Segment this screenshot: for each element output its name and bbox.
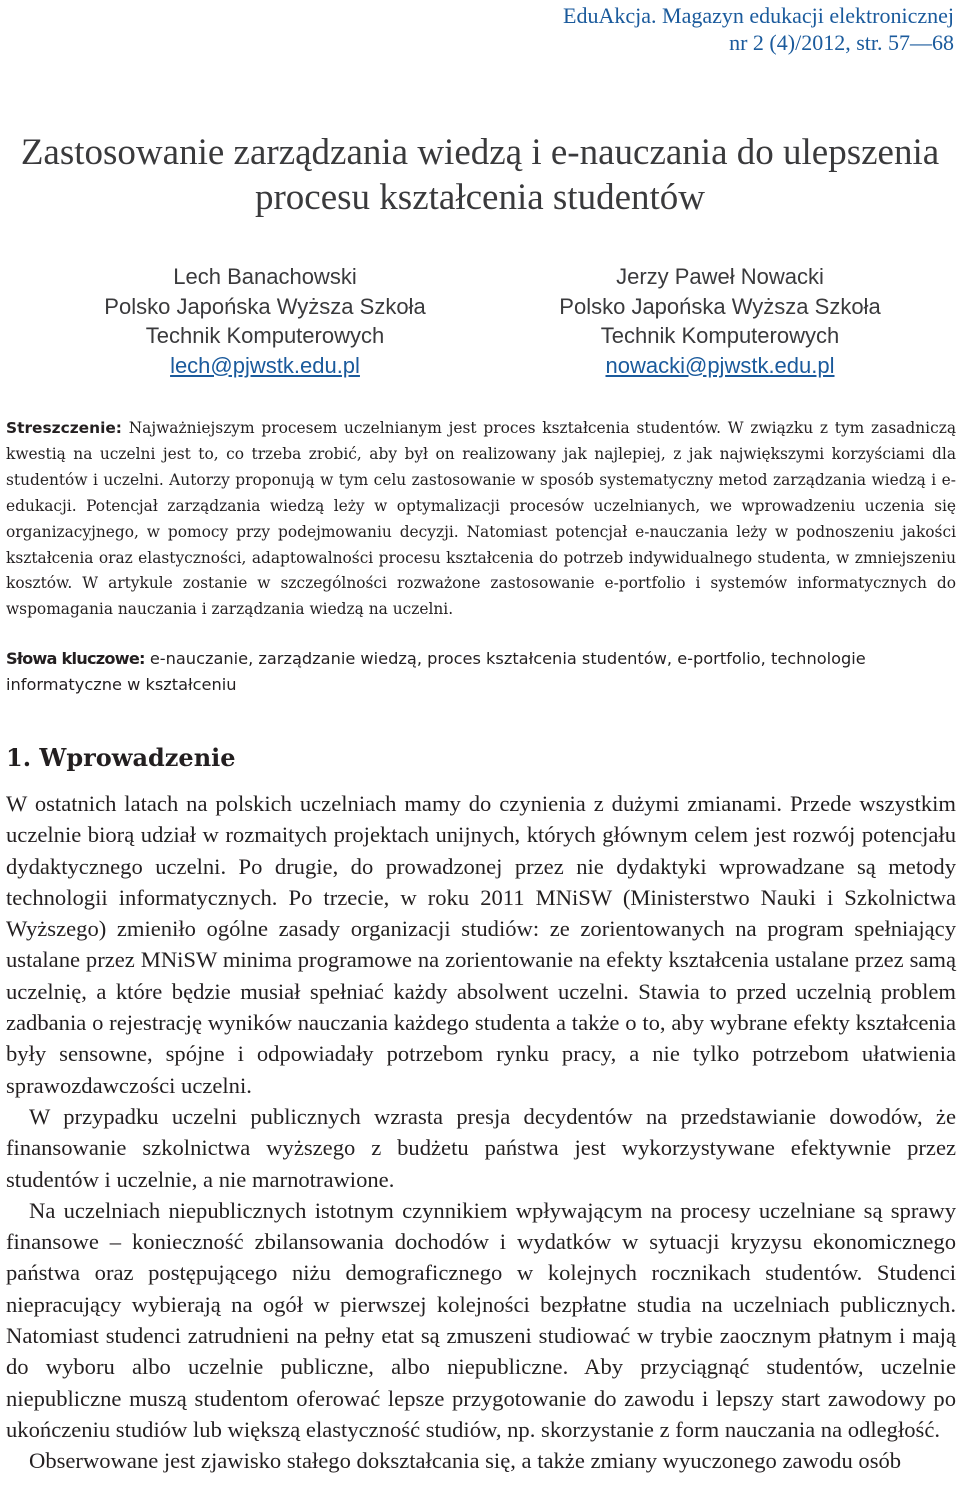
- author-email-link[interactable]: nowacki@pjwstk.edu.pl: [605, 352, 835, 378]
- author-email-link[interactable]: lech@pjwstk.edu.pl: [170, 352, 360, 378]
- author-block-1: [55, 262, 475, 380]
- body-paragraph: W ostatnich latach na polskich uczelniach mamy do czynienia z dużymi zmianami. Przede wszystkim uczelnie biorą udział w rozmaitych projektach unijnych, których głównym celem jest rozwój potencjału dydaktycznego uczelni. Po drugie, do prowadzonej przez nie dydaktyki wprowadzane są metody technologii informatycznych. Po trzecie, w roku 2011 MNiSW (Ministerstwo Nauki i Szkolnictwa Wyższego) zmieniło ogólne zasady organizacji studiów: ze zorientowanych na program spełniający ustalane przez MNiSW minima programowe na zorientowanie na efekty kształcenia ustalane przez samą uczelnię, a które będzie musiał spełniać każdy absolwent uczelni. Stawia to przed uczelnią problem zadbania o rejestrację wyników nauczania każdego studenta a także o to, aby wybrane efekty kształcenia były sensowne, spójne i odpowiadały potrzebom rynku pracy, a nie tylko potrzebom ułatwienia sprawozdawczości uczelni.: [6, 791, 956, 1098]
- author-block-2: [510, 262, 930, 380]
- abstract-text: Najważniejszym procesem uczelnianym jest proces kształcenia studentów. W związku z tym zasadniczą kwestią na uczelni jest to, co trzeba zrobić, aby był on realizowany jak najlepiej, z jak największymi korzyściami dla studentów i uczelni. Autorzy proponują w tym celu zastosowanie w sposób systematyczny metod zarządzania wiedzą i e-edukacji. Potencjał zarządzania wiedzą leży w optymalizacji procesów uczelnianych, we wprowadzeniu uczenia się organizacyjnego, w pomocy przy podejmowaniu decyzji. Natomiast potencjał e-nauczania leży w podnoszeniu jakości kształcenia oraz elastyczności, adaptowalności procesu kształcenia do potrzeb indywidualnego studenta, w zmniejszeniu kosztów. W artykule zostanie w szczególności rozważone zastosowanie e-portfolio i systemów informatycznych do wspomagania nauczania i zarządzania wiedzą na uczelni.: [6, 419, 956, 619]
- paper-title-line-2: procesu kształcenia studentów: [254, 177, 706, 218]
- author-affiliation: Technik Komputerowych: [145, 323, 385, 348]
- journal-header: [563, 2, 954, 56]
- author-affiliation: Polsko Japońska Wyższa Szkoła: [559, 293, 881, 319]
- body-paragraph: Obserwowane jest zjawisko stałego dokształcania się, a także zmiany wyuczonego zawodu osób: [29, 1448, 902, 1474]
- body-paragraph: W przypadku uczelni publicznych wzrasta presja decydentów na przedstawianie dowodów, że finansowanie szkolnictwa wyższego z budżetu państwa jest wykorzystywane efektywnie przez studentów i uczelnie, a nie marnotrawione.: [6, 1103, 956, 1192]
- abstract: [6, 416, 956, 623]
- keywords-text: e-nauczanie, zarządzanie wiedzą, proces kształcenia studentów, e-portfolio, technologie informatyczne w kształceniu: [6, 649, 866, 694]
- body-paragraph: Na uczelniach niepublicznych istotnym czynnikiem wpływającym na procesy uczelniane są sprawy finansowe – konieczność zbilansowania dochodów i wydatków w sytuacji kryzysu ekonomicznego państwa oraz postępującego niżu demograficznego w kolejnych rocznikach studentów. Studenci niepracujący wybierają na ogół w pierwszej kolejności bezpłatne studia na uczelniach publicznych. Natomiast studenci zatrudnieni na pełny etat są zmuszeni studiować w trybie zaocznym płatnym i mają do wyboru albo uczelnie publiczne, albo niepubliczne. Aby przyciągnąć studentów, uczelnie niepubliczne muszą studentom oferować lepsze przygotowanie do zawodu i lepszy start zawodowy po ukończeniu studiów lub większą elastyczność studiów, np. skorzystanie z form nauczania na odległość.: [6, 1197, 956, 1442]
- section-body: [6, 788, 956, 1477]
- author-name: Lech Banachowski: [173, 264, 357, 289]
- author-affiliation: Polsko Japońska Wyższa Szkoła: [104, 293, 426, 319]
- journal-name: EduAkcja. Magazyn edukacji elektronicznej: [563, 3, 954, 28]
- author-name: Jerzy Paweł Nowacki: [616, 264, 824, 289]
- keywords-label: Słowa kluczowe:: [6, 649, 145, 668]
- paper-title: [0, 130, 960, 220]
- author-affiliation: Technik Komputerowych: [600, 323, 840, 348]
- journal-issue-pages: nr 2 (4)/2012, str. 57—68: [729, 30, 954, 55]
- paper-title-line-1: Zastosowanie zarządzania wiedzą i e-nauczania do ulepszenia: [20, 132, 940, 173]
- abstract-label: Streszczenie:: [6, 419, 122, 437]
- keywords: [6, 646, 956, 698]
- section-heading: 1. Wprowadzenie: [6, 743, 236, 772]
